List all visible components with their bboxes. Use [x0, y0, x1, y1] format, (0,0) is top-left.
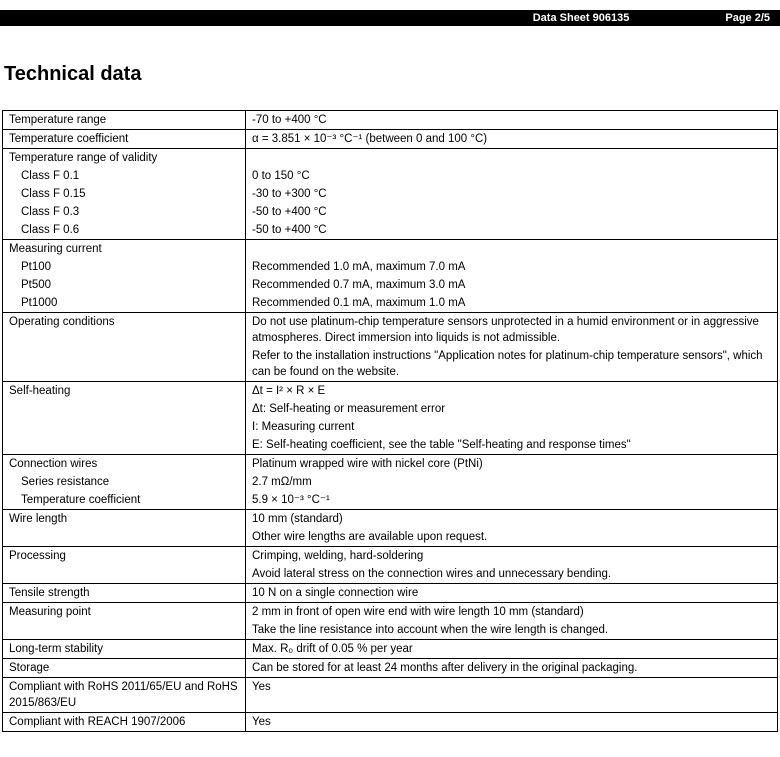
row-label: Wire length [3, 510, 246, 528]
row-value: Take the line resistance into account when the wire length is changed. [252, 624, 609, 636]
table-row [3, 510, 777, 528]
section-self-heating [3, 382, 777, 455]
table-row [3, 240, 777, 258]
row-value: Do not use platinum-chip temperature sensors unprotected in a humid environment or in aggressive atmospheres. Direct immersion into liquids is not admissible. [252, 316, 759, 344]
table-row [3, 584, 777, 602]
row-label: Series resistance [3, 473, 246, 491]
row-label: Measuring current [3, 240, 246, 258]
row-label: Temperature coefficient [3, 130, 246, 148]
table-row [3, 185, 777, 203]
row-label: Compliant with RoHS 2011/65/EU and RoHS 2015/863/EU [3, 678, 246, 712]
row-value: Δt = I² × R × E [252, 385, 326, 397]
row-label: Temperature coefficient [3, 491, 246, 509]
row-label: Connection wires [3, 455, 246, 473]
row-value: -70 to +400 °C [252, 114, 327, 126]
table-row [3, 149, 777, 167]
table-row [3, 347, 777, 381]
row-value: 2.7 mΩ/mm [252, 476, 312, 488]
table-row [3, 276, 777, 294]
table-row [3, 621, 777, 639]
table-row [3, 418, 777, 436]
table-row [3, 294, 777, 312]
row-value [246, 240, 777, 258]
row-label [3, 436, 246, 454]
table-row [3, 111, 777, 129]
row-value: -50 to +400 °C [252, 206, 327, 218]
row-value [246, 149, 777, 167]
row-label: Pt500 [3, 276, 246, 294]
row-label: Temperature range [3, 111, 246, 129]
table-row [3, 400, 777, 418]
row-label [3, 621, 246, 639]
row-label [3, 565, 246, 583]
section-tensile-strength [3, 584, 777, 603]
row-label [3, 528, 246, 546]
row-value: I: Measuring current [252, 421, 355, 433]
section-measuring-current [3, 240, 777, 313]
row-label: Processing [3, 547, 246, 565]
row-label [3, 347, 246, 381]
row-label: Pt1000 [3, 294, 246, 312]
row-value: Refer to the installation instructions "Application notes for platinum-chip temperature sensors", which can be found on the website. [252, 350, 763, 378]
section-long-term-stability [3, 640, 777, 659]
row-value: Other wire lengths are available upon request. [252, 531, 488, 543]
row-value: 10 N on a single connection wire [252, 587, 419, 599]
table-row [3, 130, 777, 148]
table-row [3, 473, 777, 491]
section-temperature-coefficient [3, 130, 777, 149]
row-value: -50 to +400 °C [252, 224, 327, 236]
row-label: Operating conditions [3, 313, 246, 347]
row-label [3, 418, 246, 436]
table-row [3, 547, 777, 565]
row-value: Avoid lateral stress on the connection wires and unnecessary bending. [252, 568, 612, 580]
row-label: Pt100 [3, 258, 246, 276]
table-row [3, 167, 777, 185]
table-row [3, 491, 777, 509]
table-row [3, 603, 777, 621]
table-row [3, 713, 777, 731]
row-value: Max. R₀ drift of 0.05 % per year [252, 643, 413, 655]
row-label: Class F 0.1 [3, 167, 246, 185]
table-row [3, 203, 777, 221]
row-value: 10 mm (standard) [252, 513, 343, 525]
table-row [3, 313, 777, 347]
section-processing [3, 547, 777, 584]
row-value: Recommended 0.1 mA, maximum 1.0 mA [252, 297, 466, 309]
row-value: Yes [252, 681, 271, 693]
table-row [3, 455, 777, 473]
section-measuring-point [3, 603, 777, 640]
page-title: Technical data [4, 63, 142, 85]
section-wire-length [3, 510, 777, 547]
row-value: α = 3.851 × 10⁻³ °C⁻¹ (between 0 and 100 °C) [252, 133, 488, 145]
table-row [3, 258, 777, 276]
row-value: E: Self-heating coefficient, see the table "Self-heating and response times" [252, 439, 631, 451]
section-temperature-range [3, 111, 777, 130]
section-operating-conditions [3, 313, 777, 382]
table-row [3, 565, 777, 583]
section-rohs-compliance [3, 678, 777, 713]
row-value: Δt: Self-heating or measurement error [252, 403, 446, 415]
table-row [3, 382, 777, 400]
section-connection-wires [3, 455, 777, 510]
technical-data-table [2, 110, 778, 732]
datasheet-number: Data Sheet 906135 [532, 12, 630, 24]
row-value: -30 to +300 °C [252, 188, 327, 200]
row-label [3, 400, 246, 418]
table-row [3, 678, 777, 712]
row-value: Crimping, welding, hard-soldering [252, 550, 424, 562]
row-label: Measuring point [3, 603, 246, 621]
row-value: 5.9 × 10⁻³ °C⁻¹ [252, 494, 330, 506]
table-row [3, 221, 777, 239]
row-value: Recommended 0.7 mA, maximum 3.0 mA [252, 279, 466, 291]
header-bar [0, 10, 780, 26]
row-value: 0 to 150 °C [252, 170, 310, 182]
page-number: Page 2/5 [725, 12, 770, 24]
row-label: Tensile strength [3, 584, 246, 602]
row-label: Temperature range of validity [3, 149, 246, 167]
row-label: Class F 0.3 [3, 203, 246, 221]
row-label: Class F 0.6 [3, 221, 246, 239]
section-reach-compliance [3, 713, 777, 731]
table-row [3, 436, 777, 454]
row-label: Compliant with REACH 1907/2006 [3, 713, 246, 731]
table-row [3, 528, 777, 546]
row-label: Long-term stability [3, 640, 246, 658]
row-label: Class F 0.15 [3, 185, 246, 203]
row-value: Platinum wrapped wire with nickel core (PtNi) [252, 458, 483, 470]
section-storage [3, 659, 777, 678]
table-row [3, 640, 777, 658]
table-row [3, 659, 777, 677]
row-label: Storage [3, 659, 246, 677]
row-value: 2 mm in front of open wire end with wire length 10 mm (standard) [252, 606, 584, 618]
row-value: Yes [252, 716, 271, 728]
section-temperature-range-of-validity [3, 149, 777, 240]
row-value: Can be stored for at least 24 months after delivery in the original packaging. [252, 662, 638, 674]
row-value: Recommended 1.0 mA, maximum 7.0 mA [252, 261, 466, 273]
row-label: Self-heating [3, 382, 246, 400]
